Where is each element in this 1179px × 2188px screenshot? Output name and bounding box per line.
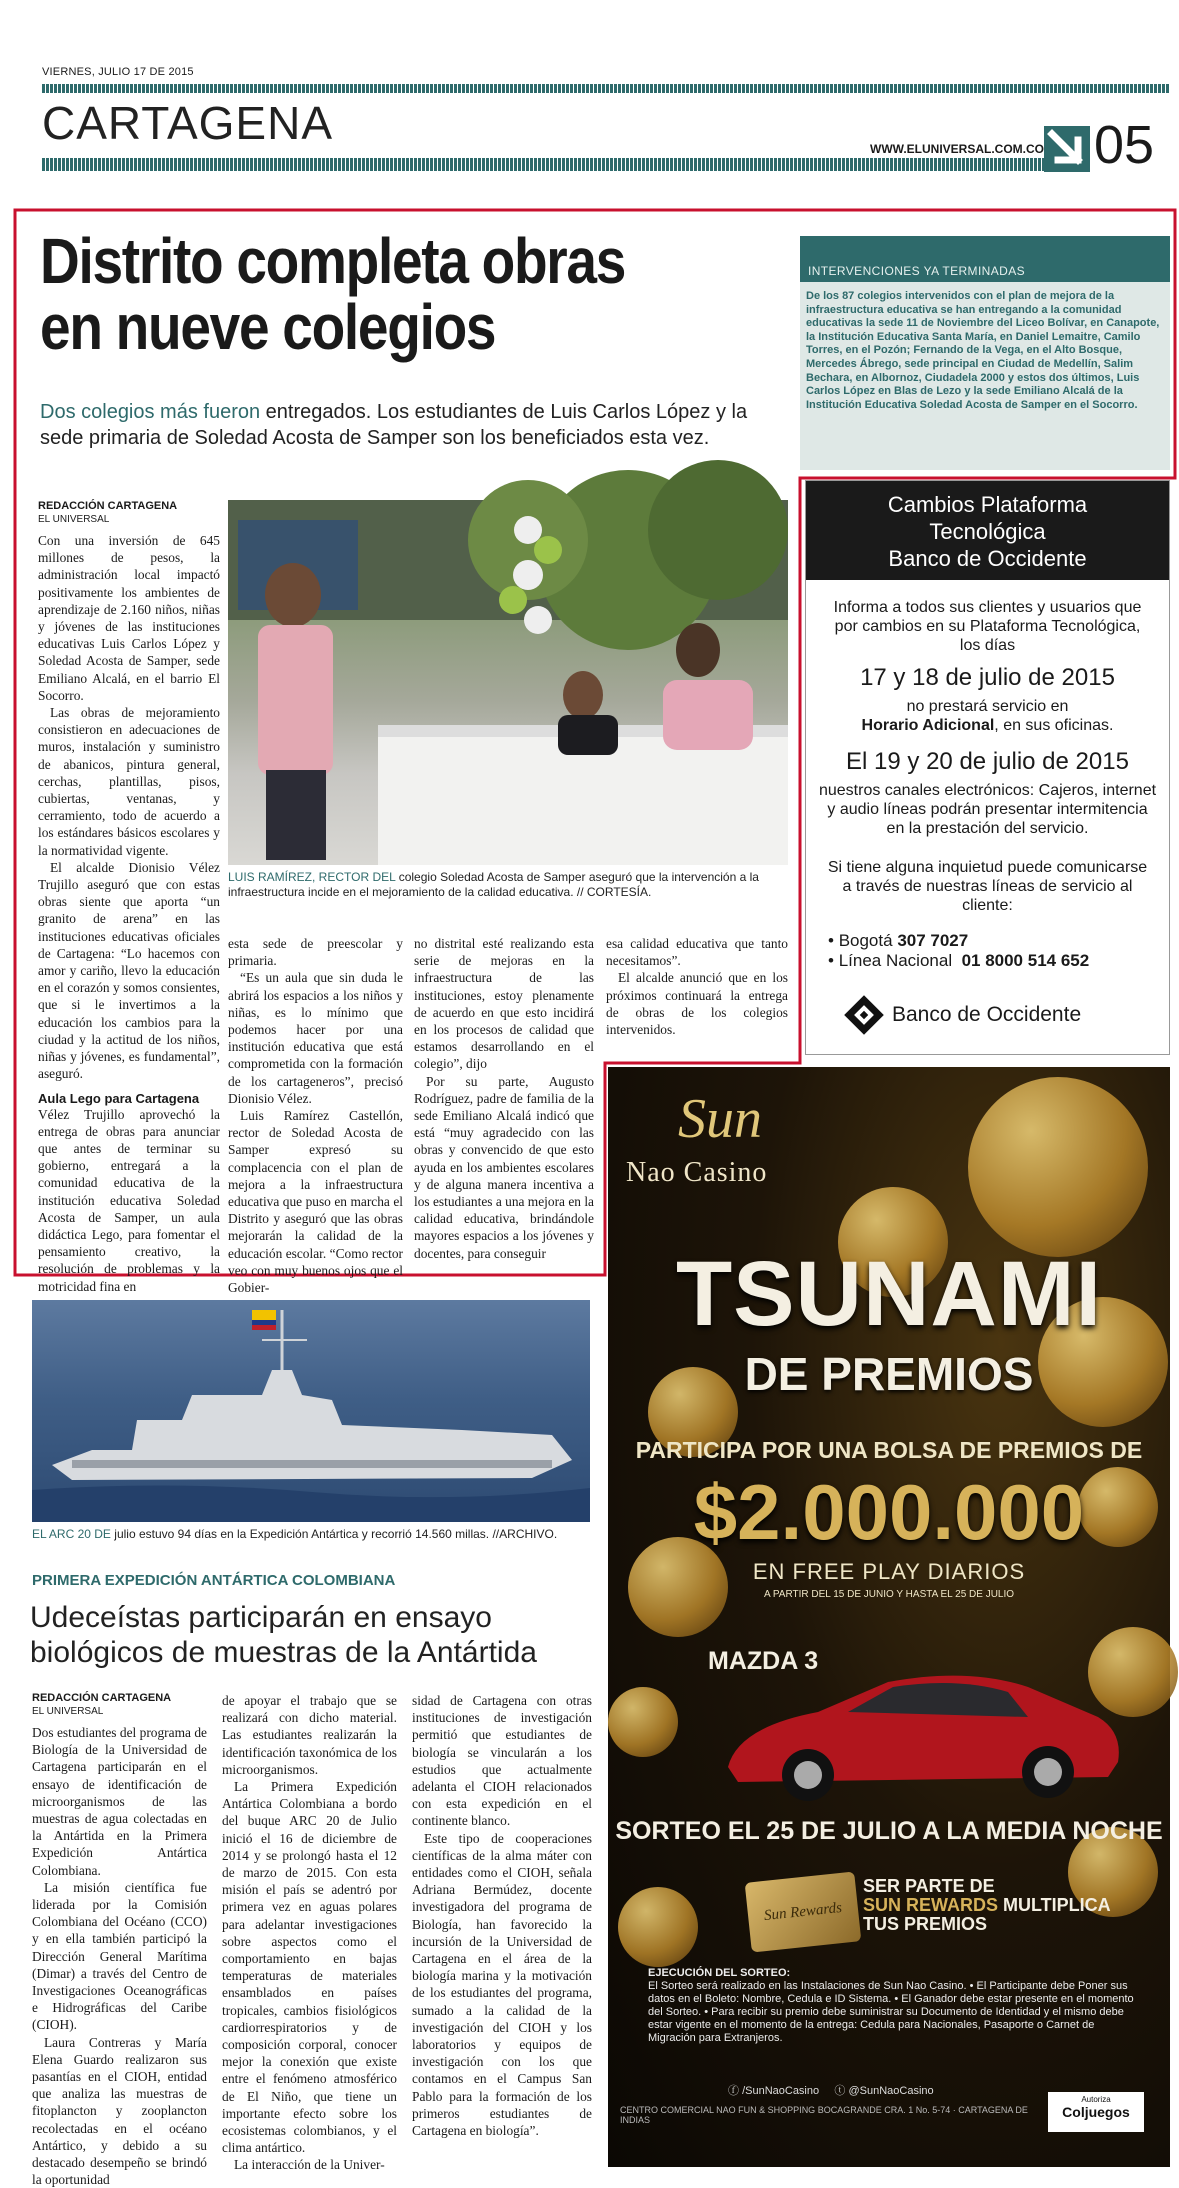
main-photo-caption-bold: LUIS RAMÍREZ, RECTOR DEL [228,870,396,884]
page-number: 05 [1094,115,1155,175]
casino-social [728,2082,934,2098]
rewards-line2: SUN REWARDS [863,1895,999,1915]
ship-photo [32,1300,590,1522]
main-photo-caption [228,870,788,900]
paragraph: Vélez Trujillo aprovechó la entrega de obras para anunciar que antes de terminar su gobierno, entregará a la comunidad educativa de la institución educativa Soledad Acosta de Samper, un aula didáctica Lego, para fomentar el pensamiento creativo, la resolución de problemas y la motricidad fina en [38,1106,220,1294]
main-photo-caption-text: colegio Soledad Acosta de Samper aseguró que la intervención a la infraestructura incide en el mejoramiento de la calidad educativa. // CORTESÍA. [228,870,759,899]
section-title: CARTAGENA [42,97,334,149]
bank-ad-logo [806,971,1169,1035]
casino-rewards [863,1877,1111,1934]
bank-ad-logo-text: Banco de Occidente [892,1003,1082,1026]
bank-ad [805,480,1170,1055]
casino-sorteo: SORTEO EL 25 DE JULIO A LA MEDIA NOCHE [615,1817,1163,1845]
casino-brand-script: Sun [678,1088,762,1150]
bank-ad-dates1: 17 y 18 de julio de 2015 [860,664,1115,691]
casino-amount: $2.000.000 [693,1468,1085,1556]
coljuegos-authorized: Autoriza [1081,2095,1111,2104]
second-col1 [32,1692,207,2188]
casino-brand: Nao Casino [626,1157,768,1188]
paragraph: La interacción de la Univer- [234,2157,385,2173]
paragraph: La Primera Expedición Antártica Colombiana a bordo del buque ARC 20 de Julio inició el 16 de diciembre de 2014 y se prolongó hasta el 12 de marzo de 2015. Con esta misión el país se adentró por primera vez en aguas polares para adelantar investigaciones sobre aspectos como el comportamiento en bajas temperaturas de materiales ensamblados en países tropicales, cambios fisiológicos cardiorrespiratorios y de composición corporal, conocer mejor la conexión que existe entre el fenómeno atmosférico de El Niño, que tiene un importante efecto sobre los ecosistemas colombianos, y el clima antártico. [222,1779,397,2156]
paragraph: Con una inversión de 645 millones de pesos, la administración local impactó positivamente los ambientes de aprendizaje de 2.160 niños, niñas y jóvenes de las instituciones educativas Luis Carlos López y Soledad Acosta de Samper, sede Emiliano Alcalá, en el barrio El Socorro. [38,533,220,703]
paragraph: Laura Contreras y María Elena Guardo realizaron sus pasantías en el CIOH, entidad que analiza las muestras de fitoplancton y zooplancton recolectadas en el océano Antártico, y debido a su destacado desempeño se brindó la oportunidad [32,2034,207,2188]
bank-ad-phone2-number: 01 8000 514 652 [961,951,1090,970]
issue-date: VIERNES, JULIO 17 DE 2015 [42,66,194,78]
second-byline-source: EL UNIVERSAL [32,1706,104,1717]
bank-ad-phone2-label: Línea Nacional [838,951,953,970]
casino-address: CENTRO COMERCIAL NAO FUN & SHOPPING BOCAGRANDE CRA. 1 No. 5-74 · CARTAGENA DE INDIAS [620,2105,1028,2125]
sidebar-box-title: INTERVENCIONES YA TERMINADAS [800,236,1170,282]
second-col2 [222,1692,397,2174]
casino-social1: /SunNaoCasino [742,2085,820,2097]
car-image [708,1657,1128,1807]
paragraph: Luis Ramírez Castellón, rector de Soledad Acosta de Samper expresó su complacencia con el plan de mejora a la infraestructura educativa que puso en marcha el Distrito y aseguró que las obras mejorarán la calidad de la educación escolar. “Como rector veo con muy buenos ojos que el Gobier- [228,1108,403,1296]
casino-ad [608,1067,1170,2167]
ejecucion-text: El Sorteo será realizado en las Instalaciones de Sun Nao Casino. • El Participante debe Poner sus datos en el Boleto: Nombre, Cedula e ID Sistema. • El Ganador debe estar presente en el momento del Sorteo. • Para recibir su premio debe suministrar su Documento de Identidad y el mismo debe estar vigente en el momento de la entrega: Cedula para Nacionales, Pasaporte o Carnet de Migración para Extranjeros. [648,1980,1134,2044]
bank-ad-phone1-number: 307 7027 [897,931,969,950]
paragraph: Este tipo de cooperaciones científicas de la alma máter con entidades como el CIOH, señala Adriana Bermúdez, docente investigadora del programa de Biología, han favorecido la incursión de la Universidad de Cartagena en el área de la biología marina y la motivación de los estudiantes del programa, sumado a la calidad de la investigación del CIOH y los laboratorios y equipos de investigación con los que contamos en el Campus San Pablo para la formación de los primeros estudiantes de Cartagena en biología”. [412,1830,592,2139]
paragraph: de apoyar el trabajo que se realizará con dicho material. Las estudiantes realizarán la identificación taxonómica de los microorganismos. [222,1693,397,1777]
second-headline [30,1600,600,1670]
paragraph: esta sede de preescolar y primaria. [228,936,403,969]
main-headline-line2: en nueve colegios [40,291,496,363]
casino-free-play: EN FREE PLAY DIARIOS [752,1559,1026,1584]
bank-ad-header-line3: Banco de Occidente [888,546,1087,571]
bank-ad-text2a: no prestará servicio en [906,698,1069,715]
paragraph: no distrital esté realizando esta serie de mejoras en la infraestructura de las instituciones, estoy plenamente de acuerdo en que esto incidirá en los procesos de calidad que estamos desarrollando en el colegio”, dijo [414,936,594,1072]
rewards-line3: MULTIPLICA [1003,1895,1111,1915]
second-headline-line1: Udeceístas participarán en ensayo [30,1601,492,1634]
casino-participa: PARTICIPA POR UNA BOLSA DE PREMIOS DE [635,1437,1143,1463]
main-col1-text [38,532,220,1083]
bank-ad-dates2: El 19 y 20 de julio de 2015 [846,748,1129,775]
lead-rest: entregados. Los estudiantes de Luis Carlos López y la sede primaria de Soledad Acosta de Samper son los beneficiados esta vez. [40,401,748,449]
second-byline: REDACCIÓN CARTAGENA [32,1692,172,1704]
bank-ad-text3: nuestros canales electrónicos: Cajeros, internet y audio líneas podrán presentar intermitencia en la prestación del servicio. [818,782,1157,837]
paragraph: Las obras de mejoramiento consistieron en adecuaciones de muros, instalación y suministro de abanicos, pintura general, cerchas, plantillas, pisos, cubiertas, ventanas, y cerramiento, todo de acuerdo a los estándares básicos escolares y la normatividad vigente. [38,705,220,858]
bank-ad-text2 [806,693,1169,735]
main-lead [40,399,780,451]
main-col1b-text [38,1106,220,1295]
main-col1 [38,500,220,1295]
bank-ad-header [806,481,1169,580]
website: WWW.ELUNIVERSAL.COM.CO [870,142,1044,156]
bank-ad-phone1: • Bogotá 307 7027 [828,931,969,950]
rewards-line1: SER PARTE DE [863,1876,995,1896]
bank-ad-phones [806,915,1169,971]
main-col2 [228,935,403,1296]
bank-ad-text2b: Horario Adicional [861,717,995,734]
twitter-icon: ⓣ [834,2085,846,2097]
main-byline-source: EL UNIVERSAL [38,514,110,525]
sidebar-box-text: De los 87 colegios intervenidos con el plan de mejora de la infraestructura educativa se han entregando a la comunidad educativas la sede 11 de Noviembre del Liceo Bolívar, en Canapote, la Institución Educativa Santa María, en Daniel Lemaitre, Camilo Torres, en el Pozón; Fernando de la Vega, en el Alto Bosque, Mercedes Ábrego, sede principal en Ciudad de Medellín, Salim Bechara, en Albornoz, Ciudadela 2000 y estos dos últimos, Luis Carlos López en Blas de Lezo y la sede Emiliano Alcalá de la Institución Educativa Soledad Acosta de Samper en el Socorro. [806,290,1160,411]
second-col1-text [32,1724,207,2188]
main-col4 [606,935,788,1038]
rewards-card-text: Sun Rewards [763,1899,843,1924]
paragraph: sidad de Cartagena con otras instituciones de investigación permitió que estudiantes de biología se vincularán a los estudios que actualmente adelanta el CIOH relacionados con esta expedición en el continente blanco. [412,1693,592,1829]
bank-ad-text2c: , en sus oficinas. [994,717,1114,734]
bank-ad-phone2: • Línea Nacional 01 8000 514 652 [828,951,1090,970]
coljuegos-text: Coljuegos [1062,2104,1130,2120]
main-photo [228,500,788,865]
bank-ad-header-line1: Cambios Plataforma [887,492,1088,517]
paragraph: “Es un aula que sin duda le abrirá los espacios a los niños y niñas, es lo mínimo que podemos hacer por una institución educativa que está comprometida con la formación de los cartageneros”, precisó Dionisio Vélez. [228,970,403,1106]
casino-headline1: TSUNAMI [675,1243,1103,1345]
main-byline: REDACCIÓN CARTAGENA [38,500,178,512]
bank-ad-header-line2: Tecnológica [929,519,1046,544]
ship-photo-caption-text: julio estuvo 94 días en la Expedición Antártica y recorrió 14.560 millas. //ARCHIVO. [110,1527,558,1541]
paragraph: El alcalde anunció que en los próximos continuará la entrega de obras de los colegios intervenidos. [606,970,788,1038]
ship-photo-caption-bold: EL ARC 20 DE [32,1527,111,1541]
ship-photo-caption [32,1527,592,1542]
bank-ad-phone1-label: Bogotá [838,931,893,950]
main-col3 [414,935,594,1262]
facebook-icon: ⓕ [728,2085,739,2097]
main-headline-line1: Distrito completa obras [40,225,626,297]
casino-ejecucion [648,1967,1138,2045]
lead-colored: Dos colegios más fueron [40,401,261,423]
sidebar-box [800,236,1170,470]
main-headline [40,225,694,363]
casino-car-label: MAZDA 3 [708,1647,819,1675]
bank-ad-text4: Si tiene alguna inquietud puede comunicarse a través de nuestras líneas de servicio al cliente: [827,859,1148,914]
second-col3 [412,1692,592,2139]
bank-ad-intro: Informa a todos sus clientes y usuarios que por cambios en su Plataforma Tecnológica, los días [833,599,1142,654]
main-subhead: Aula Lego para Cartagena [38,1090,200,1106]
second-headline-line2: biológicos de muestras de la Antártida [30,1636,537,1669]
second-kicker: PRIMERA EXPEDICIÓN ANTÁRTICA COLOMBIANA [32,1572,396,1589]
rewards-card [745,1871,862,1952]
paragraph: esa calidad educativa que tanto necesitamos”. [606,936,788,969]
paragraph: Dos estudiantes del programa de Biología de la Universidad de Cartagena participarán en el ensayo de identificación de microorganismos de las muestras de agua colectadas en la Antártida en la Primera Expedición Antártica Colombiana. [32,1725,207,1878]
casino-headline2: DE PREMIOS [744,1348,1034,1400]
casino-dates: A PARTIR DEL 15 DE JUNIO Y HASTA EL 25 DE JULIO [763,1589,1015,1600]
casino-social2: @SunNaoCasino [848,2085,934,2097]
rewards-line4: TUS PREMIOS [863,1914,988,1934]
bank-logo-icon [844,995,884,1035]
paragraph: La misión científica fue liderada por la Comisión Colombiana del Océano (CCO) y en ella también participó la Dirección General Marítima (Dimar) a través del Centro de Investigaciones Oceanográficas e Hidrográficas del Caribe (CIOH). [32,1879,207,2033]
paragraph: El alcalde Dionisio Vélez Trujillo aseguró que con estas obras siente que aporta “un granito de arena” en las instituciones educativas oficiales de Cartagena: “Lo hacemos con amor y cariño, llevo la educación en el corazón y somos consientes, que si le invertimos a la educación los cambios para la ciudad y la actitud de los niños, niñas y jóvenes, es fundamental”, aseguró. [38,859,220,1082]
paragraph: Por su parte, Augusto Rodríguez, padre de familia de la sede Emiliano Alcalá indicó que está “muy agradecido con las obras y convencido de que esto ayuda en los ambientes escolares y de alguna manera incentiva a los estudiantes a una mejora en la calidad educativa, brindándole mayores espacios a los jóvenes y docentes, para conseguir [414,1073,594,1261]
ejecucion-title: EJECUCIÓN DEL SORTEO: [648,1967,791,1979]
coljuegos-logo [1048,2092,1144,2132]
